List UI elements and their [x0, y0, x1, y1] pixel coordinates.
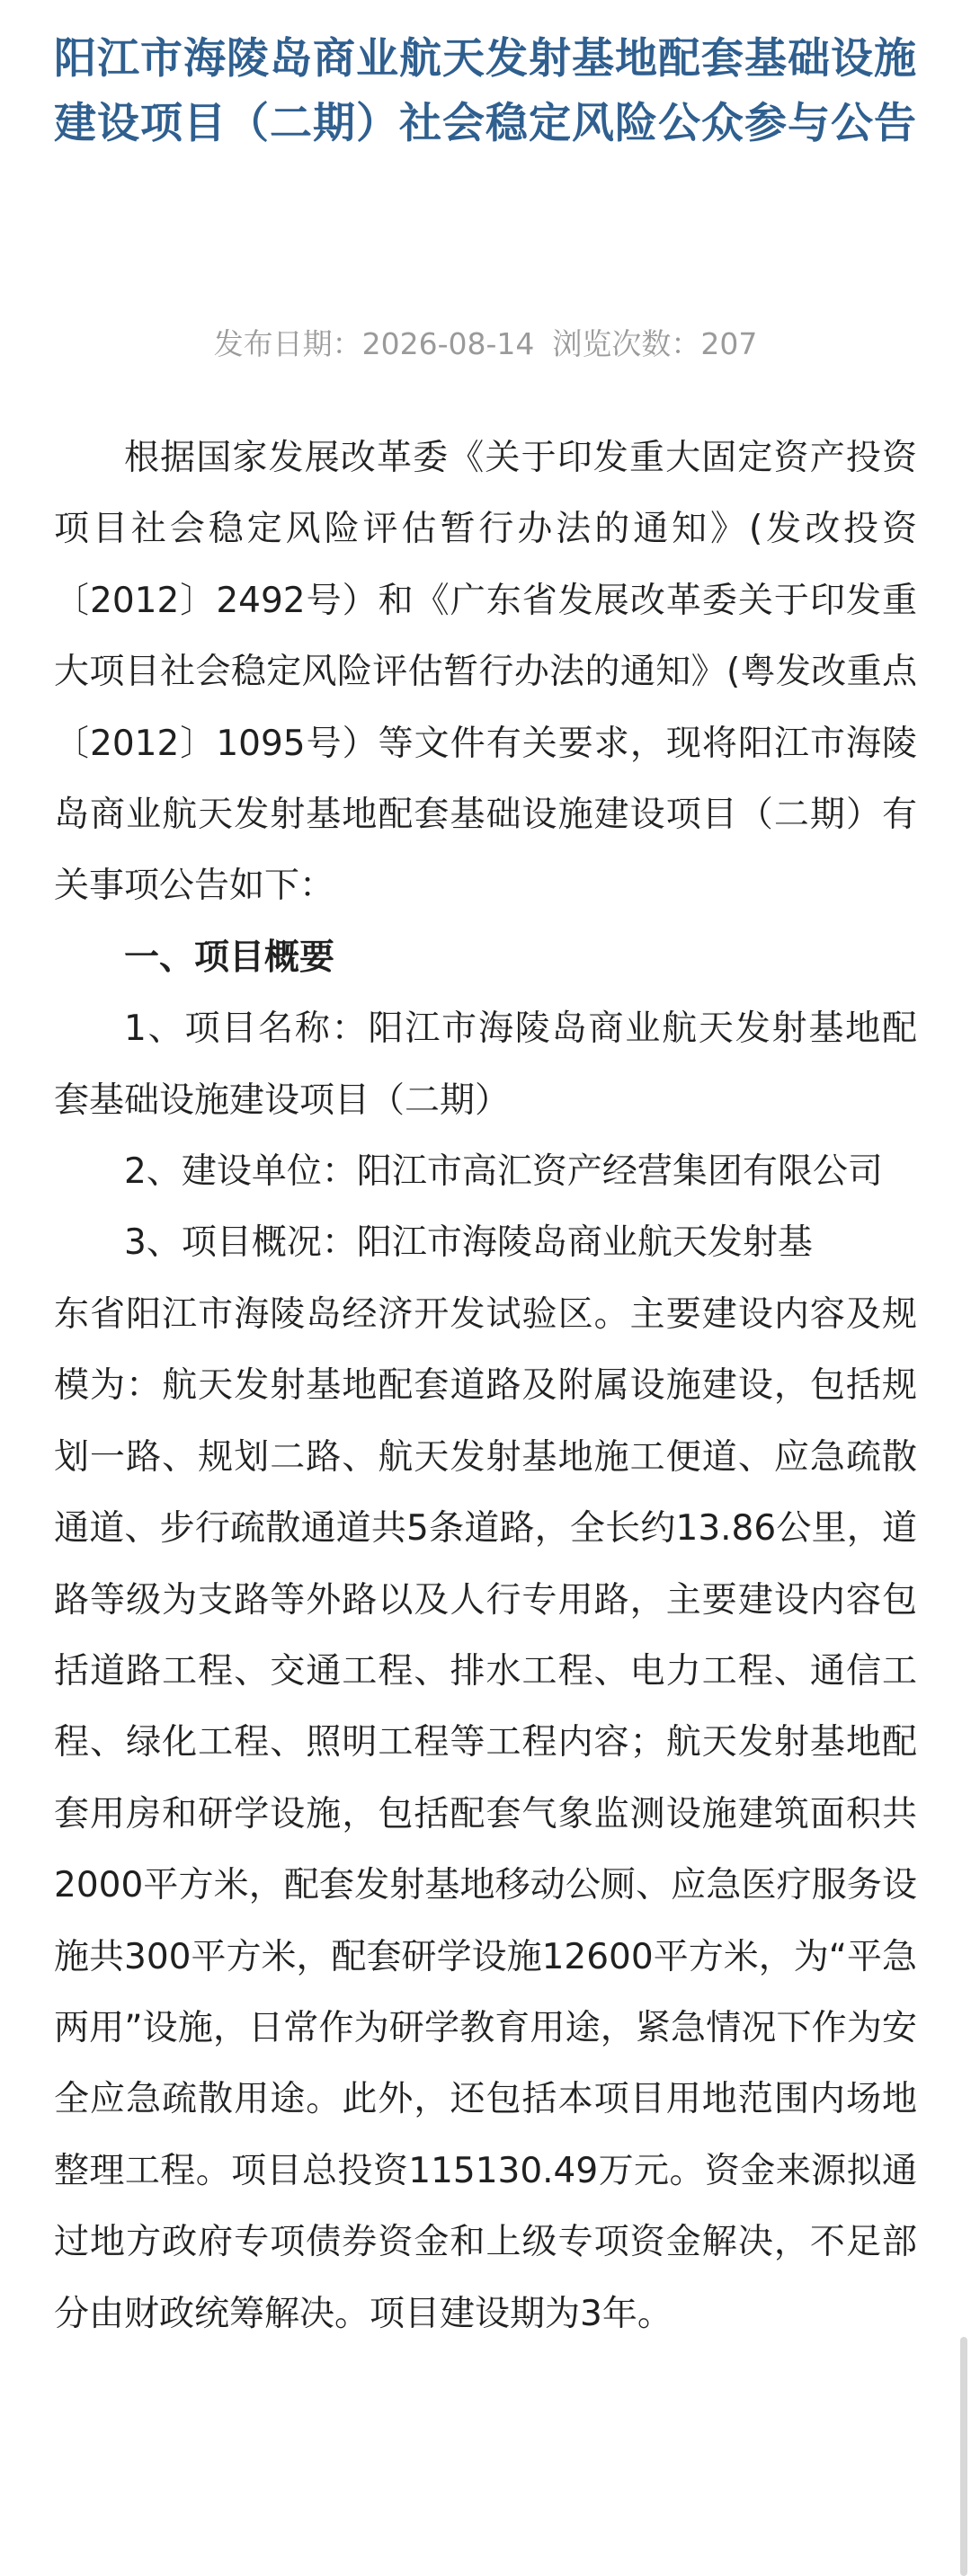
article-body [54, 422, 917, 2349]
view-count-label: 浏览次数： [552, 326, 701, 361]
article-title: 阳江市海陵岛商业航天发射基地配套基础设施建设项目（二期）社会稳定风险公众参与公告 [54, 34, 917, 148]
intro-paragraph: 根据国家发展改革委《关于印发重大固定资产投资项目社会稳定风险评估暂行办法的通知》(发改投资〔2012〕2492号）和《广东省发展改革委关于印发重大项目社会稳定风险评估暂行办法的通知》(粤发改重点〔2012〕1095号）等文件有关要求，现将阳江市海陵岛商业航天发射基地配套基础设施建设项目（二期）有关事项公告如下： [54, 438, 917, 907]
section-heading: 一、项目概要 [124, 937, 335, 978]
construction-unit-item: 2、建设单位：阳江市高汇资产经营集团有限公司 [124, 1151, 883, 1193]
article-meta [0, 322, 971, 367]
publish-date: 2026-08-14 [361, 326, 535, 361]
view-count: 207 [700, 326, 758, 361]
publish-date-label: 发布日期： [213, 326, 362, 361]
project-name-item: 1、项目名称：阳江市海陵岛商业航天发射基地配套基础设施建设项目（二期） [54, 1008, 917, 1121]
scrollbar[interactable] [960, 2337, 967, 2576]
project-overview-continued: 东省阳江市海陵岛经济开发试验区。主要建设内容及规模为：航天发射基地配套道路及附属设施建设，包括规划一路、规划二路、航天发射基地施工便道、应急疏散通道、步行疏散通道共5条道路，全长约13.86公里，道路等级为支路等外路以及人行专用路，主要建设内容包括道路工程、交通工程、排水工程、电力工程、通信工程、绿化工程、照明工程等工程内容；航天发射基地配套用房和研学设施，包括配套气象监测设施建筑面积共2000平方米，配套发射基地移动公厕、应急医疗服务设施共300平方米，配套研学设施12600平方米，为“平急两用”设施，日常作为研学教育用途，紧急情况下作为安全应急疏散用途。此外，还包括本项目用地范围内场地整理工程。项目总投资115130.49万元。资金来源拟通过地方政府专项债券资金和上级专项资金解决，不足部分由财政统筹解决。项目建设期为3年。 [54, 1293, 917, 2334]
project-overview-item: 3、项目概况：阳江市海陵岛商业航天发射基 [124, 1222, 813, 1264]
